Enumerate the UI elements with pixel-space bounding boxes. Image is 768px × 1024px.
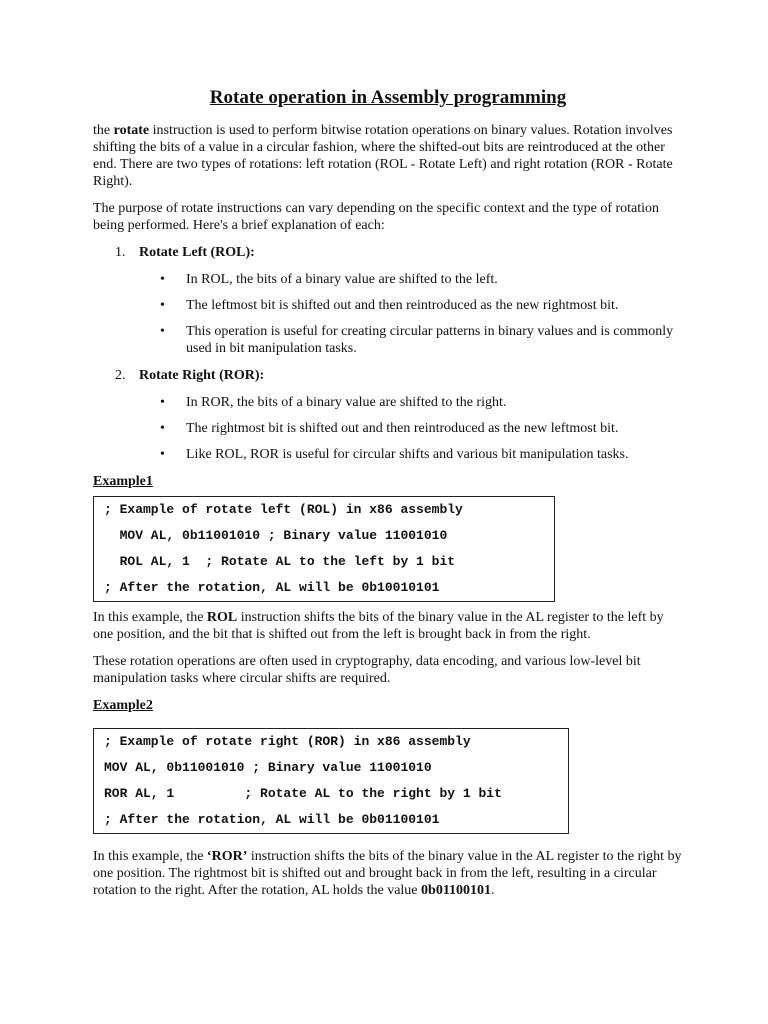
section-rol-bullets [93, 271, 683, 357]
example1-label: Example1 [93, 474, 153, 489]
list-item-text: Like ROL, ROR is useful for circular shifts and various bit manipulation tasks. [186, 447, 629, 462]
list-item [93, 446, 683, 463]
section-number: 2. [115, 368, 126, 383]
code-line: ; After the rotation, AL will be 0b01100101 [104, 812, 440, 827]
intro-bold-term: rotate [113, 123, 150, 138]
explain-text: instruction shifts the bits of the binary value in the AL register to the left by one position, and the bit that is shifted out from the left is brought back in from the right. [93, 610, 664, 642]
section-heading-text: Rotate Right (ROR): [139, 368, 265, 383]
bullet-icon: • [160, 298, 165, 313]
explain-text: In this example, the [93, 610, 207, 625]
code-line: ; Example of rotate right (ROR) in x86 assembly [104, 734, 471, 749]
example1-explanation [93, 609, 683, 643]
list-item-text: The leftmost bit is shifted out and then reintroduced as the new rightmost bit. [186, 298, 619, 313]
explain-text: In this example, the [93, 849, 207, 864]
list-item [93, 323, 683, 357]
code-line: MOV AL, 0b11001010 ; Binary value 11001010 [104, 760, 432, 775]
bullet-icon: • [160, 324, 165, 339]
list-item-text: This operation is useful for creating circular patterns in binary values and is commonly used in bit manipulation tasks. [186, 324, 674, 356]
explain-text: . [491, 883, 495, 898]
explain-text: instruction shifts the bits of the binary value in the AL register to the right by one position. The rightmost bit is shifted out and brought back in from the left, resulting in a circular rotation to the right. After the rotation, AL holds the value [93, 849, 682, 898]
list-item [93, 271, 683, 288]
section-ror-bullets [93, 394, 683, 463]
list-item-text: In ROL, the bits of a binary value are shifted to the left. [186, 272, 498, 287]
code-line: MOV AL, 0b11001010 ; Binary value 11001010 [104, 528, 448, 543]
list-item [93, 297, 683, 314]
list-item [93, 420, 683, 437]
code-line: ROL AL, 1 ; Rotate AL to the left by 1 bit [104, 554, 456, 569]
list-item-text: The rightmost bit is shifted out and then reintroduced as the new leftmost bit. [186, 421, 619, 436]
intro-pre: the [93, 123, 114, 138]
bullet-icon: • [160, 447, 165, 462]
list-item [93, 394, 683, 411]
document-page [93, 86, 683, 909]
code-line: ; Example of rotate left (ROL) in x86 assembly [104, 502, 463, 517]
section-heading-text: Rotate Left (ROL): [139, 245, 255, 260]
example1-note: These rotation operations are often used in cryptography, data encoding, and various low-level bit manipulation tasks where circular shifts are required. [93, 654, 641, 686]
example2-explanation [93, 848, 683, 899]
section-rol-heading [93, 244, 683, 261]
section-ror-heading [93, 367, 683, 384]
explain-bold: ‘ROR’ [206, 849, 248, 864]
intro-post: instruction is used to perform bitwise rotation operations on binary values. Rotation involves shifting the bits of a value in a circular fashion, where the shifted-out bits are reintroduced at the other end. There are two types of rotations: left rotation (ROL - Rotate Left) and right rotation (ROR - Rotate Right). [93, 123, 673, 189]
explain-value: 0b01100101 [421, 883, 492, 898]
intro-paragraph [93, 122, 683, 190]
bullet-icon: • [160, 272, 165, 287]
purpose-paragraph: The purpose of rotate instructions can vary depending on the specific context and the type of rotation being performed. Here's a brief explanation of each: [93, 201, 660, 233]
code-line: ROR AL, 1 ; Rotate AL to the right by 1 bit [104, 786, 502, 801]
explain-bold: ROL [206, 610, 238, 625]
example1-code-block [93, 496, 555, 602]
example2-label: Example2 [93, 698, 153, 713]
example2-code-block [93, 728, 569, 834]
bullet-icon: • [160, 421, 165, 436]
page-title: Rotate operation in Assembly programming [209, 87, 567, 108]
bullet-icon: • [160, 395, 165, 410]
code-line: ; After the rotation, AL will be 0b10010101 [104, 580, 440, 595]
section-number: 1. [115, 245, 126, 260]
list-item-text: In ROR, the bits of a binary value are shifted to the right. [186, 395, 507, 410]
